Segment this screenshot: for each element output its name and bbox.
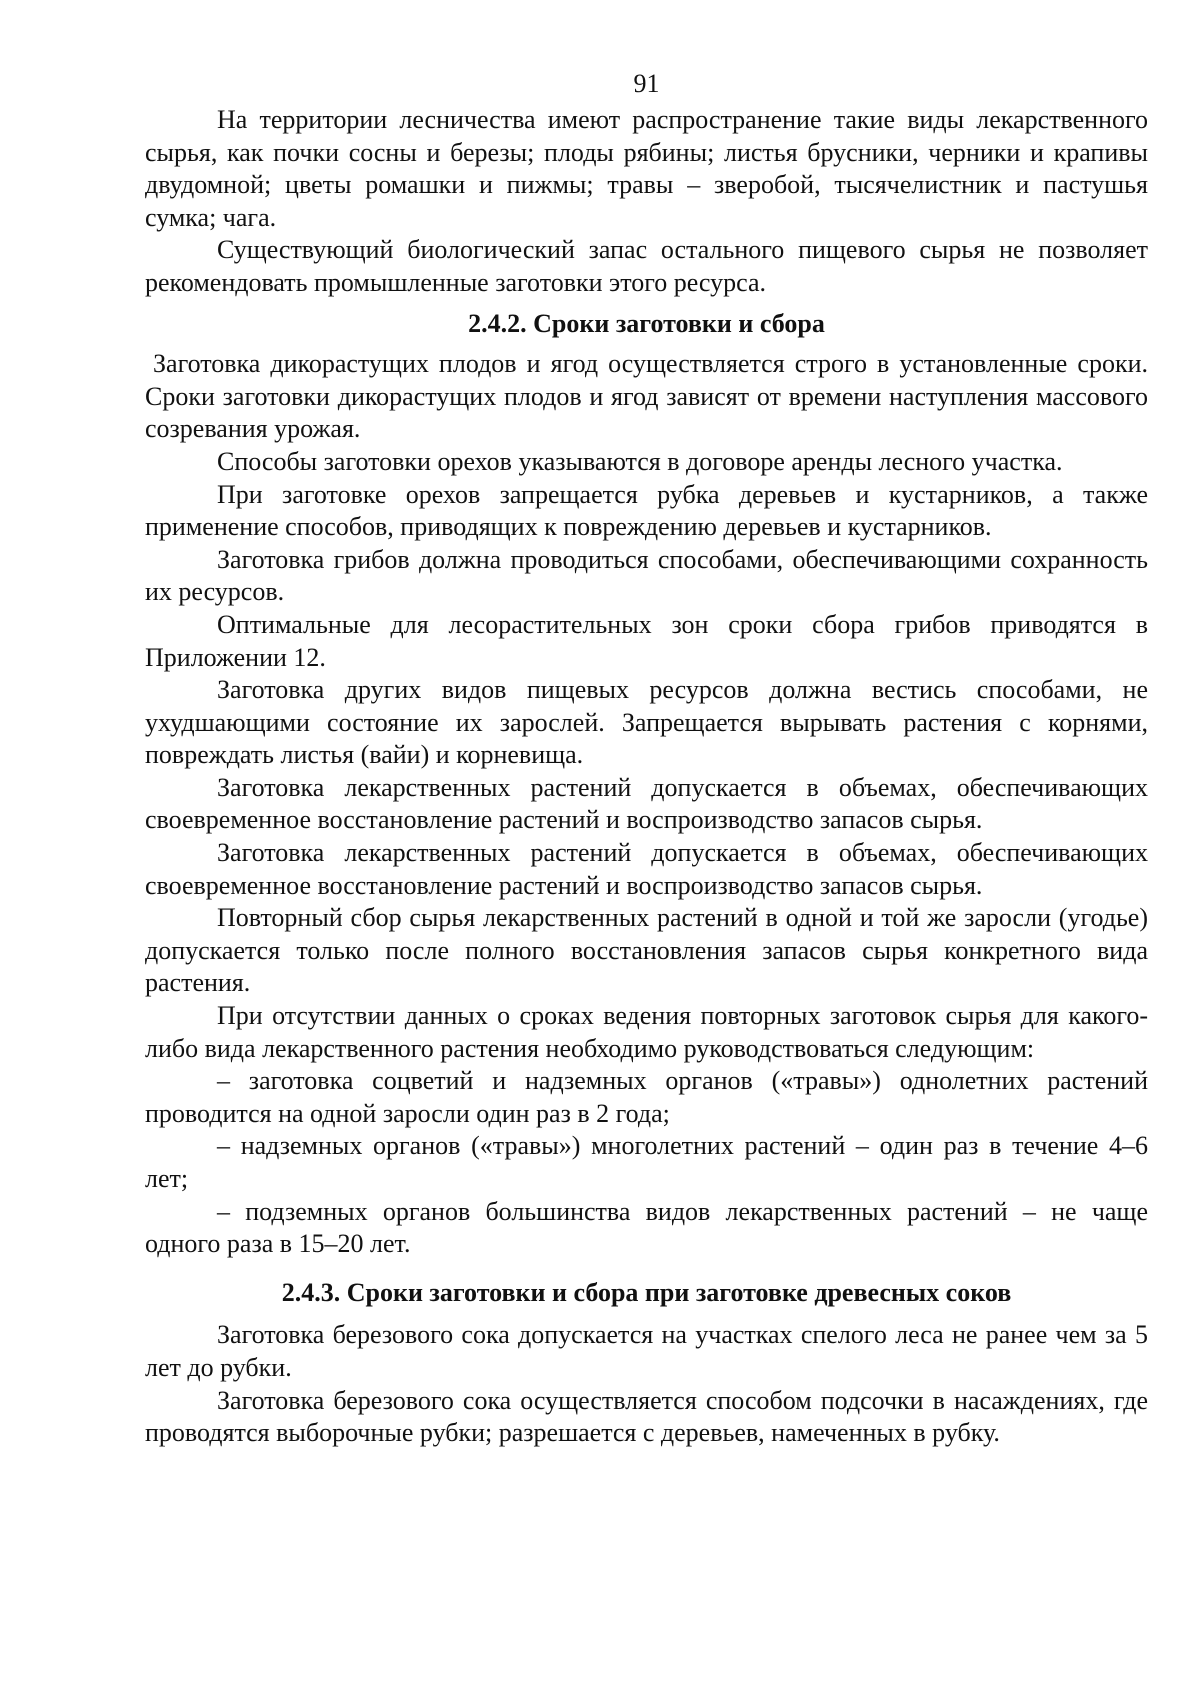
paragraph-repeated-collection: Повторный сбор сырья лекарственных растений в одной и той же заросли (угодье) допускается только после полного восстановления запасов сырья конкретного вида растения.	[145, 903, 1148, 998]
paragraph-birch-sap-terms: Заготовка березового сока допускается на участках спелого леса не ранее чем за 5 лет до рубки.	[145, 1320, 1148, 1382]
paragraph-mushrooms-methods: Заготовка грибов должна проводиться способами, обеспечивающими сохранность их ресурсов.	[145, 544, 1148, 607]
paragraph-food-reserve: Существующий биологический запас остального пищевого сырья не позволяет рекомендовать промышленные заготовки этого ресурса.	[145, 235, 1148, 297]
paragraph-medicinal-raw-materials: На территории лесничества имеют распространение такие виды лекарственного сырья, как почки сосны и березы; плоды рябины; листья брусники, черники и крапивы двудомной; цветы ромашки и пижмы; травы – зверобой, тысячелистник и пастушья сумка; чага.	[145, 105, 1148, 232]
page-number: 91	[633, 69, 660, 98]
list-item-perennial-plants: – надземных органов («травы») многолетних растений – один раз в течение 4–6 лет;	[145, 1131, 1148, 1193]
paragraph-other-food-resources: Заготовка других видов пищевых ресурсов должна вестись способами, не ухудшающими состояние их зарослей. Запрещается вырывать растения с корнями, повреждать листья (вайи) и корневища.	[145, 675, 1148, 770]
paragraph-medicinal-volumes-2: Заготовка лекарственных растений допускается в объемах, обеспечивающих своевременное восстановление растений и воспроизводство запасов сырья.	[145, 838, 1148, 900]
heading-2-4-3: 2.4.3. Сроки заготовки и сбора при заготовке древесных соков	[281, 1277, 1012, 1307]
paragraph-nuts-methods: Способы заготовки орехов указываются в договоре аренды лесного участка.	[217, 446, 1063, 476]
list-item-annual-plants: – заготовка соцветий и надземных органов («травы») однолетних растений проводится на одной заросли один раз в 2 года;	[145, 1066, 1148, 1128]
paragraph-mushrooms-terms: Оптимальные для лесорастительных зон сроки сбора грибов приводятся в Приложении 12.	[145, 609, 1148, 672]
paragraph-no-data-guidance: При отсутствии данных о сроках ведения повторных заготовок сырья для какого-либо вида лекарственного растения необходимо руководствоваться следующим:	[145, 1001, 1148, 1063]
list-item-underground-organs: – подземных органов большинства видов лекарственных растений – не чаще одного раза в 15–20 лет.	[145, 1196, 1148, 1259]
document-page	[145, 70, 1148, 1450]
paragraph-berries-terms: Заготовка дикорастущих плодов и ягод осуществляется строго в установленные сроки. Сроки заготовки дикорастущих плодов и ягод зависят от времени наступления массового созревания урожая.	[145, 349, 1148, 444]
paragraph-nuts-prohibition: При заготовке орехов запрещается рубка деревьев и кустарников, а также применение способов, приводящих к повреждению деревьев и кустарников.	[145, 479, 1148, 542]
heading-2-4-2: 2.4.2. Сроки заготовки и сбора	[468, 308, 825, 338]
paragraph-birch-sap-method: Заготовка березового сока осуществляется способом подсочки в насаждениях, где проводятся выборочные рубки; разрешается с деревьев, намеченных в рубку.	[145, 1385, 1148, 1448]
paragraph-medicinal-volumes-1: Заготовка лекарственных растений допускается в объемах, обеспечивающих своевременное восстановление растений и воспроизводство запасов сырья.	[145, 772, 1148, 835]
